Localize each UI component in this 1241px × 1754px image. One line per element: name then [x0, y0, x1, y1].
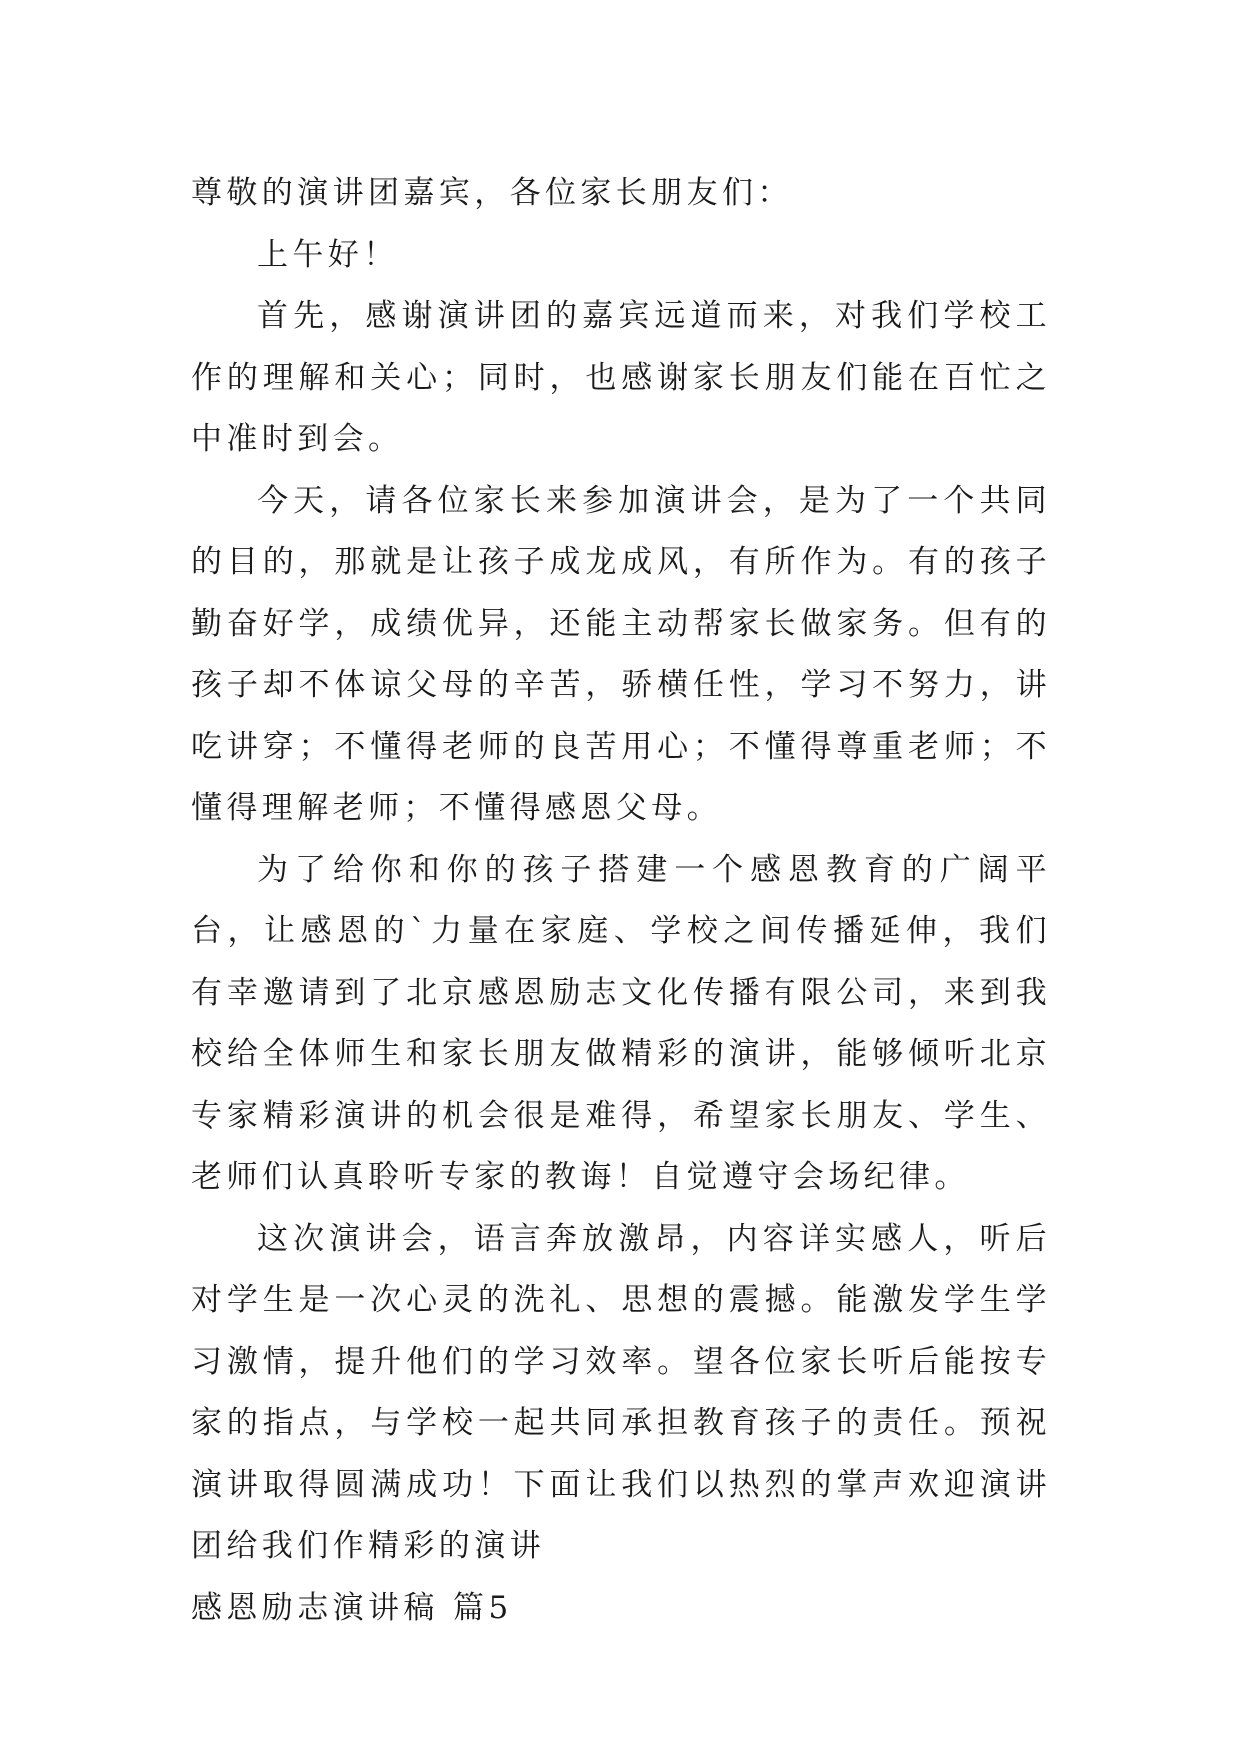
paragraph-thanks: 首先，感谢演讲团的嘉宾远道而来，对我们学校工作的理解和关心；同时，也感谢家长朋友们能在百忙之中准时到会。: [191, 298, 1051, 457]
paragraph-closing: 这次演讲会，语言奔放激昂，内容详实感人，听后对学生是一次心灵的洗礼、思想的震撼。能激发学生学习激情，提升他们的学习效率。望各位家长听后能按专家的指点，与学校一起共同承担教育孩子的责任。预祝演讲取得圆满成功！下面让我们以热烈的掌声欢迎演讲团给我们作精彩的演讲: [191, 1220, 1051, 1564]
section-heading: 感恩励志演讲稿 篇5: [191, 1589, 513, 1626]
paragraph-greeting: 上午好！: [257, 236, 399, 273]
paragraph-platform: 为了给你和你的孩子搭建一个感恩教育的广阔平台，让感恩的`力量在家庭、学校之间传播延伸，我们有幸邀请到了北京感恩励志文化传播有限公司，来到我校给全体师生和家长朋友做精彩的演讲，能够倾听北京专家精彩演讲的机会很是难得，希望家长朋友、学生、老师们认真聆听专家的教诲！自觉遵守会场纪律。: [191, 851, 1051, 1195]
salutation: 尊敬的演讲团嘉宾，各位家长朋友们：: [191, 175, 793, 211]
paragraph-purpose: 今天，请各位家长来参加演讲会，是为了一个共同的目的，那就是让孩子成龙成风，有所作为。有的孩子勤奋好学，成绩优异，还能主动帮家长做家务。但有的孩子却不体谅父母的辛苦，骄横任性，学习不努力，讲吃讲穿；不懂得老师的良苦用心；不懂得尊重老师；不懂得理解老师；不懂得感恩父母。: [191, 482, 1051, 826]
document-body: [191, 163, 1051, 1639]
